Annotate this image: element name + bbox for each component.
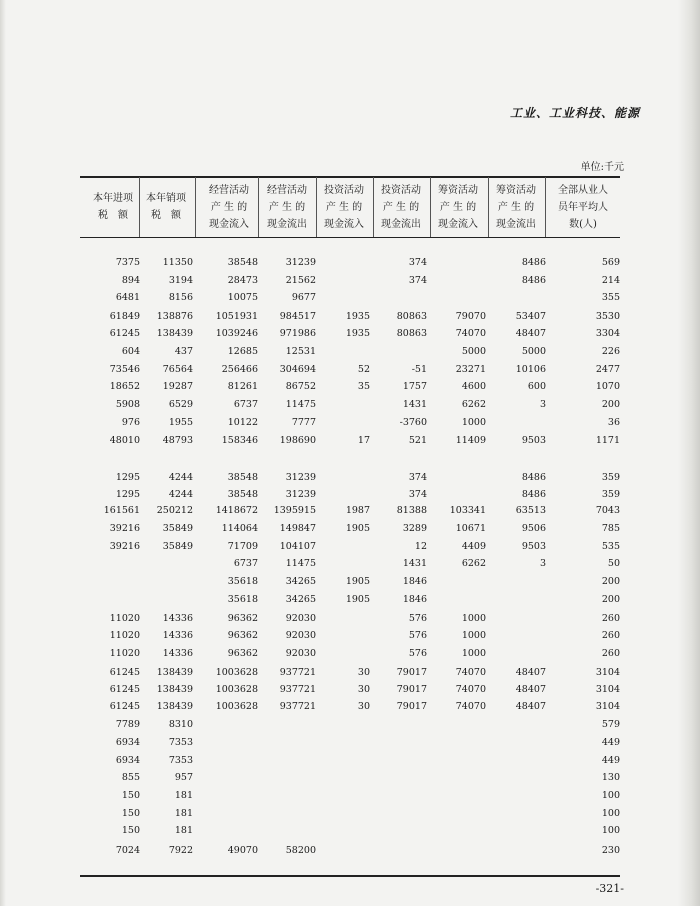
table-cell: 7353 bbox=[168, 755, 193, 766]
table-cell: 4244 bbox=[168, 489, 193, 500]
table-cell: 30 bbox=[357, 684, 370, 695]
table-cell: 4600 bbox=[461, 381, 486, 392]
table-cell: 14336 bbox=[162, 613, 193, 624]
table-row bbox=[0, 309, 700, 325]
table-cell: 256466 bbox=[221, 364, 258, 375]
table-cell: 138439 bbox=[156, 701, 193, 712]
table-row bbox=[0, 290, 700, 306]
table-row bbox=[0, 717, 700, 733]
table-cell: 976 bbox=[121, 417, 140, 428]
table-header-rule bbox=[80, 237, 620, 238]
table-cell: 937721 bbox=[279, 684, 316, 695]
table-cell: 8156 bbox=[168, 292, 193, 303]
table-cell: 4244 bbox=[168, 472, 193, 483]
table-cell: 100 bbox=[601, 790, 620, 801]
table-cell: 138876 bbox=[156, 311, 193, 322]
table-cell: 355 bbox=[601, 292, 620, 303]
table-row bbox=[0, 823, 700, 839]
table-cell: 1000 bbox=[461, 613, 486, 624]
table-cell: 1171 bbox=[595, 435, 620, 446]
table-cell: 12531 bbox=[285, 346, 316, 357]
table-cell: 214 bbox=[601, 275, 620, 286]
table-bottom-rule bbox=[80, 875, 620, 877]
table-cell: 11475 bbox=[285, 399, 316, 410]
table-cell: 576 bbox=[408, 613, 427, 624]
table-cell: 855 bbox=[121, 772, 140, 783]
table-cell: 138439 bbox=[156, 667, 193, 678]
table-cell: 374 bbox=[408, 472, 427, 483]
table-cell: 39216 bbox=[109, 523, 140, 534]
table-cell: 1003628 bbox=[215, 684, 258, 695]
table-cell: 6934 bbox=[115, 755, 140, 766]
table-cell: 92030 bbox=[285, 613, 316, 624]
table-cell: 35618 bbox=[227, 576, 258, 587]
table-cell: 30 bbox=[357, 667, 370, 678]
table-cell: 359 bbox=[601, 472, 620, 483]
table-cell: 8486 bbox=[521, 275, 546, 286]
table-cell: 74070 bbox=[455, 701, 486, 712]
table-cell: 9503 bbox=[521, 541, 546, 552]
table-cell: 14336 bbox=[162, 648, 193, 659]
column-header: 本年进项 税 额 bbox=[93, 193, 133, 221]
table-cell: 4409 bbox=[461, 541, 486, 552]
table-cell: 937721 bbox=[279, 667, 316, 678]
table-cell: 35849 bbox=[162, 541, 193, 552]
table-cell: 81388 bbox=[396, 505, 427, 516]
table-cell: 181 bbox=[174, 825, 193, 836]
table-cell: 11020 bbox=[109, 630, 140, 641]
table-cell: 86752 bbox=[285, 381, 316, 392]
table-cell: 38548 bbox=[227, 489, 258, 500]
column-header: 投资活动 产 生 的 现金流入 bbox=[324, 185, 364, 230]
table-cell: 984517 bbox=[279, 311, 316, 322]
table-cell: -51 bbox=[411, 364, 427, 375]
table-cell: 260 bbox=[601, 648, 620, 659]
table-cell: 971986 bbox=[279, 328, 316, 339]
table-cell: 200 bbox=[601, 399, 620, 410]
column-header: 本年销项 税 额 bbox=[146, 193, 186, 221]
table-cell: 35618 bbox=[227, 594, 258, 605]
table-cell: 5000 bbox=[521, 346, 546, 357]
table-cell: -3760 bbox=[399, 417, 427, 428]
table-cell: 7922 bbox=[168, 845, 193, 856]
table-cell: 149847 bbox=[279, 523, 316, 534]
table-cell: 1905 bbox=[345, 594, 370, 605]
table-cell: 374 bbox=[408, 489, 427, 500]
table-cell: 604 bbox=[121, 346, 140, 357]
table-cell: 52 bbox=[357, 364, 370, 375]
table-cell: 30 bbox=[357, 701, 370, 712]
column-header: 筹资活动 产 生 的 现金流出 bbox=[496, 185, 536, 230]
table-cell: 437 bbox=[174, 346, 193, 357]
table-cell: 3 bbox=[539, 399, 546, 410]
table-cell: 1295 bbox=[115, 472, 140, 483]
table-row bbox=[0, 415, 700, 431]
table-cell: 61245 bbox=[109, 684, 140, 695]
table-cell: 8486 bbox=[521, 489, 546, 500]
table-row bbox=[0, 770, 700, 786]
table-row bbox=[0, 665, 700, 681]
section-title: 工业、工业科技、能源 bbox=[509, 106, 640, 120]
table-row bbox=[0, 487, 700, 503]
table-cell: 2477 bbox=[595, 364, 620, 375]
table-row bbox=[0, 503, 700, 519]
unit-label: 单位:千元 bbox=[580, 162, 624, 173]
column-header: 经营活动 产 生 的 现金流出 bbox=[267, 185, 307, 230]
table-cell: 161561 bbox=[103, 505, 140, 516]
table-cell: 1000 bbox=[461, 648, 486, 659]
table-cell: 576 bbox=[408, 648, 427, 659]
table-cell: 10075 bbox=[227, 292, 258, 303]
table-row bbox=[0, 788, 700, 804]
table-row bbox=[0, 273, 700, 289]
table-cell: 5000 bbox=[461, 346, 486, 357]
table-cell: 92030 bbox=[285, 648, 316, 659]
table-cell: 260 bbox=[601, 630, 620, 641]
table-cell: 11409 bbox=[455, 435, 486, 446]
table-cell: 12685 bbox=[227, 346, 258, 357]
table-row bbox=[0, 379, 700, 395]
table-cell: 18652 bbox=[109, 381, 140, 392]
table-cell: 74070 bbox=[455, 328, 486, 339]
table-cell: 10122 bbox=[227, 417, 258, 428]
table-cell: 521 bbox=[408, 435, 427, 446]
table-cell: 114064 bbox=[221, 523, 258, 534]
table-cell: 79017 bbox=[396, 667, 427, 678]
table-cell: 1039246 bbox=[215, 328, 258, 339]
table-cell: 6737 bbox=[233, 558, 258, 569]
table-cell: 1070 bbox=[595, 381, 620, 392]
table-cell: 3104 bbox=[595, 684, 620, 695]
table-cell: 226 bbox=[601, 346, 620, 357]
table-row bbox=[0, 592, 700, 608]
table-row bbox=[0, 574, 700, 590]
table-cell: 31239 bbox=[285, 489, 316, 500]
table-cell: 7789 bbox=[115, 719, 140, 730]
table-cell: 10106 bbox=[515, 364, 546, 375]
table-row bbox=[0, 521, 700, 537]
table-cell: 38548 bbox=[227, 257, 258, 268]
table-cell: 80863 bbox=[396, 328, 427, 339]
column-header: 投资活动 产 生 的 现金流出 bbox=[381, 185, 421, 230]
table-cell: 48407 bbox=[515, 328, 546, 339]
table-cell: 17 bbox=[357, 435, 370, 446]
table-cell: 19287 bbox=[162, 381, 193, 392]
table-cell: 35 bbox=[357, 381, 370, 392]
table-cell: 7375 bbox=[115, 257, 140, 268]
table-cell: 48793 bbox=[162, 435, 193, 446]
table-row bbox=[0, 628, 700, 644]
table-cell: 61849 bbox=[109, 311, 140, 322]
table-cell: 103341 bbox=[449, 505, 486, 516]
table-row bbox=[0, 326, 700, 342]
table-row bbox=[0, 753, 700, 769]
table-cell: 449 bbox=[601, 737, 620, 748]
table-cell: 150 bbox=[121, 790, 140, 801]
table-cell: 1295 bbox=[115, 489, 140, 500]
table-cell: 31239 bbox=[285, 257, 316, 268]
table-cell: 7043 bbox=[595, 505, 620, 516]
table-cell: 48407 bbox=[515, 667, 546, 678]
table-cell: 9503 bbox=[521, 435, 546, 446]
table-cell: 1431 bbox=[402, 558, 427, 569]
table-cell: 1987 bbox=[345, 505, 370, 516]
table-cell: 579 bbox=[601, 719, 620, 730]
table-cell: 569 bbox=[601, 257, 620, 268]
column-header: 全部从业人 员年平均人 数(人) bbox=[558, 185, 608, 230]
table-cell: 96362 bbox=[227, 630, 258, 641]
table-cell: 6529 bbox=[168, 399, 193, 410]
column-header: 筹资活动 产 生 的 现金流入 bbox=[438, 185, 478, 230]
table-cell: 1905 bbox=[345, 523, 370, 534]
table-cell: 79017 bbox=[396, 684, 427, 695]
table-cell: 74070 bbox=[455, 684, 486, 695]
table-cell: 359 bbox=[601, 489, 620, 500]
page-number: -321- bbox=[595, 882, 624, 895]
table-cell: 600 bbox=[527, 381, 546, 392]
table-cell: 1757 bbox=[402, 381, 427, 392]
table-cell: 34265 bbox=[285, 576, 316, 587]
table-cell: 130 bbox=[601, 772, 620, 783]
table-cell: 48407 bbox=[515, 684, 546, 695]
table-cell: 260 bbox=[601, 613, 620, 624]
table-cell: 39216 bbox=[109, 541, 140, 552]
table-row bbox=[0, 397, 700, 413]
table-cell: 10671 bbox=[455, 523, 486, 534]
table-cell: 200 bbox=[601, 576, 620, 587]
table-cell: 11020 bbox=[109, 648, 140, 659]
table-cell: 8310 bbox=[168, 719, 193, 730]
table-cell: 937721 bbox=[279, 701, 316, 712]
table-cell: 449 bbox=[601, 755, 620, 766]
table-cell: 894 bbox=[121, 275, 140, 286]
table-cell: 11350 bbox=[162, 257, 193, 268]
table-cell: 79017 bbox=[396, 701, 427, 712]
table-cell: 3104 bbox=[595, 667, 620, 678]
table-cell: 6481 bbox=[115, 292, 140, 303]
table-cell: 21562 bbox=[285, 275, 316, 286]
table-row bbox=[0, 682, 700, 698]
table-cell: 1395915 bbox=[273, 505, 316, 516]
table-cell: 53407 bbox=[515, 311, 546, 322]
table-top-rule bbox=[80, 176, 620, 178]
table-cell: 304694 bbox=[279, 364, 316, 375]
table-cell: 9677 bbox=[291, 292, 316, 303]
table-row bbox=[0, 433, 700, 449]
table-cell: 1003628 bbox=[215, 667, 258, 678]
table-cell: 181 bbox=[174, 808, 193, 819]
table-row bbox=[0, 470, 700, 486]
table-cell: 50 bbox=[607, 558, 620, 569]
table-cell: 1051931 bbox=[215, 311, 258, 322]
table-cell: 374 bbox=[408, 257, 427, 268]
table-cell: 100 bbox=[601, 825, 620, 836]
table-row bbox=[0, 699, 700, 715]
table-cell: 1431 bbox=[402, 399, 427, 410]
table-cell: 92030 bbox=[285, 630, 316, 641]
table-cell: 14336 bbox=[162, 630, 193, 641]
table-row bbox=[0, 255, 700, 271]
table-cell: 61245 bbox=[109, 701, 140, 712]
table-cell: 1955 bbox=[168, 417, 193, 428]
table-cell: 230 bbox=[601, 845, 620, 856]
table-row bbox=[0, 735, 700, 751]
table-row bbox=[0, 344, 700, 360]
table-cell: 374 bbox=[408, 275, 427, 286]
table-cell: 150 bbox=[121, 825, 140, 836]
table-cell: 79070 bbox=[455, 311, 486, 322]
table-cell: 71709 bbox=[227, 541, 258, 552]
table-cell: 7024 bbox=[115, 845, 140, 856]
table-cell: 3104 bbox=[595, 701, 620, 712]
table-cell: 250212 bbox=[156, 505, 193, 516]
table-cell: 138439 bbox=[156, 328, 193, 339]
table-cell: 11020 bbox=[109, 613, 140, 624]
table-cell: 1846 bbox=[402, 576, 427, 587]
table-cell: 35849 bbox=[162, 523, 193, 534]
table-cell: 36 bbox=[607, 417, 620, 428]
table-cell: 1935 bbox=[345, 311, 370, 322]
table-cell: 61245 bbox=[109, 667, 140, 678]
table-cell: 74070 bbox=[455, 667, 486, 678]
table-cell: 104107 bbox=[279, 541, 316, 552]
table-row bbox=[0, 362, 700, 378]
table-cell: 48010 bbox=[109, 435, 140, 446]
table-cell: 23271 bbox=[455, 364, 486, 375]
table-cell: 1000 bbox=[461, 630, 486, 641]
table-cell: 49070 bbox=[227, 845, 258, 856]
table-cell: 785 bbox=[601, 523, 620, 534]
table-cell: 6262 bbox=[461, 558, 486, 569]
table-cell: 58200 bbox=[285, 845, 316, 856]
table-cell: 3194 bbox=[168, 275, 193, 286]
table-cell: 198690 bbox=[279, 435, 316, 446]
table-cell: 6262 bbox=[461, 399, 486, 410]
table-cell: 3530 bbox=[595, 311, 620, 322]
table-cell: 38548 bbox=[227, 472, 258, 483]
table-cell: 1935 bbox=[345, 328, 370, 339]
table-cell: 6737 bbox=[233, 399, 258, 410]
table-cell: 100 bbox=[601, 808, 620, 819]
table-cell: 3289 bbox=[402, 523, 427, 534]
table-cell: 138439 bbox=[156, 684, 193, 695]
table-cell: 8486 bbox=[521, 472, 546, 483]
table-row bbox=[0, 539, 700, 555]
table-cell: 9506 bbox=[521, 523, 546, 534]
table-cell: 34265 bbox=[285, 594, 316, 605]
table-cell: 63513 bbox=[515, 505, 546, 516]
table-row bbox=[0, 843, 700, 859]
table-cell: 12 bbox=[414, 541, 427, 552]
table-row bbox=[0, 611, 700, 627]
table-cell: 31239 bbox=[285, 472, 316, 483]
table-cell: 81261 bbox=[227, 381, 258, 392]
table-cell: 1003628 bbox=[215, 701, 258, 712]
table-cell: 181 bbox=[174, 790, 193, 801]
table-cell: 73546 bbox=[109, 364, 140, 375]
table-cell: 535 bbox=[601, 541, 620, 552]
table-cell: 80863 bbox=[396, 311, 427, 322]
table-cell: 7353 bbox=[168, 737, 193, 748]
table-cell: 576 bbox=[408, 630, 427, 641]
column-header: 经营活动 产 生 的 现金流入 bbox=[209, 185, 249, 230]
table-cell: 1418672 bbox=[215, 505, 258, 516]
table-cell: 6934 bbox=[115, 737, 140, 748]
table-cell: 96362 bbox=[227, 648, 258, 659]
table-cell: 158346 bbox=[221, 435, 258, 446]
table-cell: 200 bbox=[601, 594, 620, 605]
table-cell: 48407 bbox=[515, 701, 546, 712]
table-cell: 76564 bbox=[162, 364, 193, 375]
table-cell: 8486 bbox=[521, 257, 546, 268]
table-cell: 1905 bbox=[345, 576, 370, 587]
table-cell: 7777 bbox=[291, 417, 316, 428]
table-cell: 957 bbox=[174, 772, 193, 783]
table-cell: 1000 bbox=[461, 417, 486, 428]
table-cell: 5908 bbox=[115, 399, 140, 410]
table-row bbox=[0, 556, 700, 572]
table-cell: 11475 bbox=[285, 558, 316, 569]
table-cell: 3304 bbox=[595, 328, 620, 339]
table-cell: 61245 bbox=[109, 328, 140, 339]
table-cell: 96362 bbox=[227, 613, 258, 624]
table-cell: 150 bbox=[121, 808, 140, 819]
table-row bbox=[0, 646, 700, 662]
table-row bbox=[0, 806, 700, 822]
table-cell: 3 bbox=[539, 558, 546, 569]
table-cell: 28473 bbox=[227, 275, 258, 286]
table-cell: 1846 bbox=[402, 594, 427, 605]
